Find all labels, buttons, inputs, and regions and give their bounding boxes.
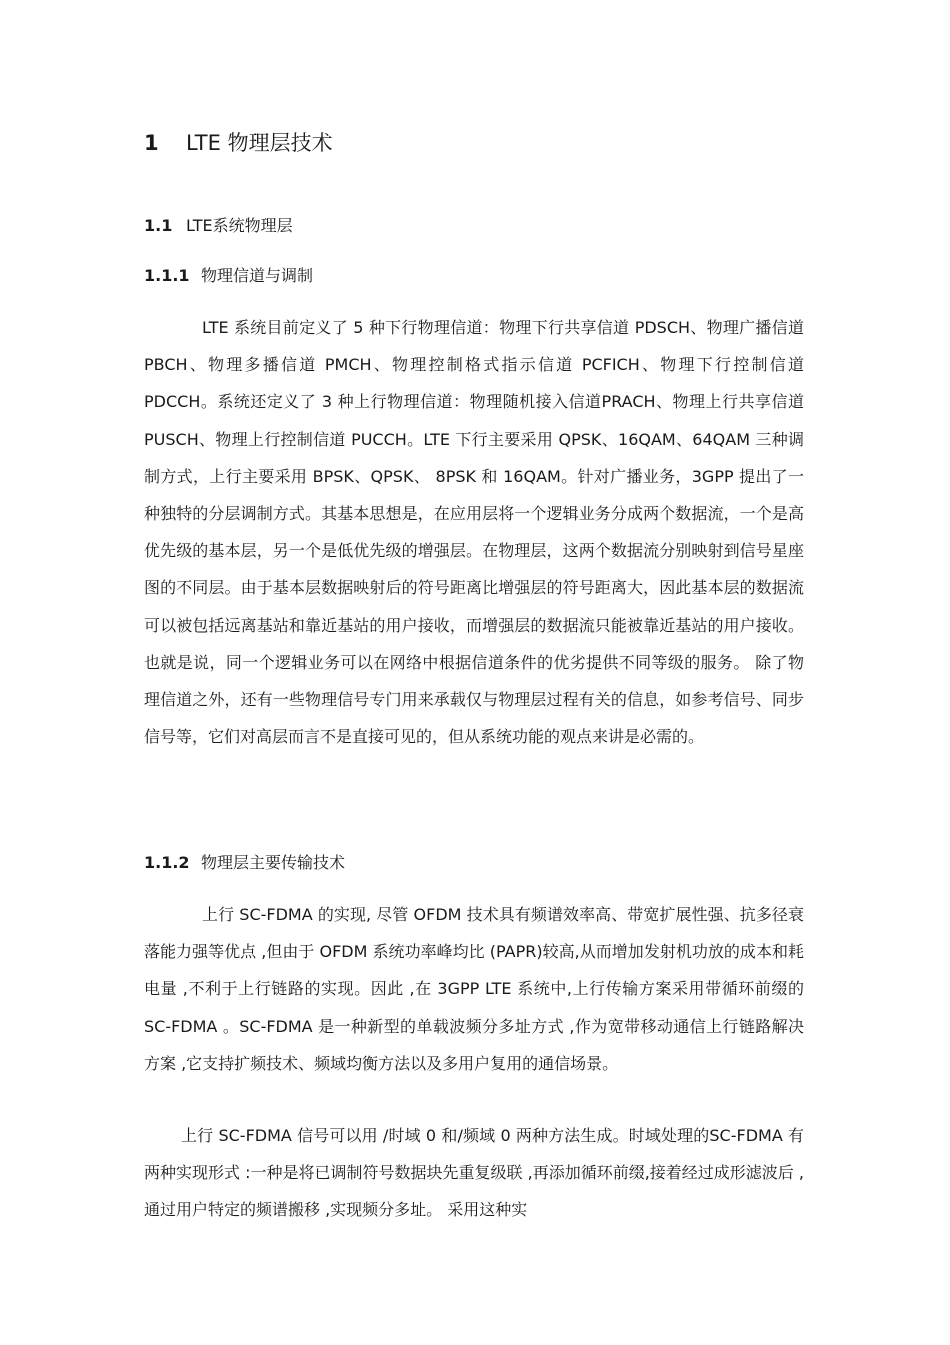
chapter-heading (144, 128, 333, 158)
paragraph-sc-fdma-intro: 上行 SC-FDMA 的实现, 尽管 OFDM 技术具有频谱效率高、带宽扩展性强、抗多径衰落能力强等优点 ,但由于 OFDM 系统功率峰均比 (PAPR)较高,从而增加发射机功放的成本和耗电量 ,不利于上行链路的实现。因此 ,在 3GPP LTE 系统中,上行传输方案采用带循环前缀的 SC-FDMA 。SC-FDMA 是一种新型的单载波频分多址方式 ,作为宽带移动通信上行链路解决方案 ,它支持扩频技术、频域均衡方法以及多用户复用的通信场景。 (144, 905, 804, 1073)
chapter-title: LTE 物理层技术 (186, 131, 333, 155)
section-title: LTE系统物理层 (186, 216, 293, 235)
subsection-title: 物理层主要传输技术 (201, 853, 346, 872)
chapter-number: 1 (144, 131, 159, 155)
subsection-number: 1.1.1 (144, 266, 190, 285)
paragraph-physical-channels: LTE 系统目前定义了 5 种下行物理信道：物理下行共享信道 PDSCH、物理广播信道 PBCH、物理多播信道 PMCH、物理控制格式指示信道 PCFICH、物理下行控制信道 PDCCH。系统还定义了 3 种上行物理信道：物理随机接入信道PRACH、物理上行共享信道 PUSCH、物理上行控制信道 PUCCH。LTE 下行主要采用 QPSK、16QAM、64QAM 三种调制方式，上行主要采用 BPSK、QPSK、 8PSK 和 16QAM。针对广播业务，3GPP 提出了一种独特的分层调制方式。其基本思想是，在应用层将一个逻辑业务分成两个数据流，一个是高优先级的基本层，另一个是低优先级的增强层。在物理层，这两个数据流分别映射到信号星座图的不同层。由于基本层数据映射后的符号距离比增强层的符号距离大，因此基本层的数据流可以被包括远离基站和靠近基站的用户接收，而增强层的数据流只能被靠近基站的用户接收。 也就是说，同一个逻辑业务可以在网络中根据信道条件的优劣提供不同等级的服务。 除了物理信道之外，还有一些物理信号专门用来承载仅与物理层过程有关的信息，如参考信号、同步信号等，它们对高层而言不是直接可见的，但从系统功能的观点来讲是必需的。 (144, 318, 804, 747)
subsection-heading-1-1-1 (144, 264, 313, 288)
subsection-number: 1.1.2 (144, 853, 190, 872)
section-number: 1.1 (144, 216, 173, 235)
subsection-title: 物理信道与调制 (201, 266, 314, 285)
subsection-heading-1-1-2 (144, 851, 345, 875)
section-heading-1-1 (144, 214, 293, 238)
paragraph-sc-fdma-generation: 上行 SC-FDMA 信号可以用 /时域 0 和/频域 0 两种方法生成。时域处理的SC-FDMA 有两种实现形式 :一种是将已调制符号数据块先重复级联 ,再添加循环前缀,接着经过成形滤波后 ,通过用户特定的频谱搬移 ,实现频分多址。 采用这种实 (144, 1126, 804, 1220)
